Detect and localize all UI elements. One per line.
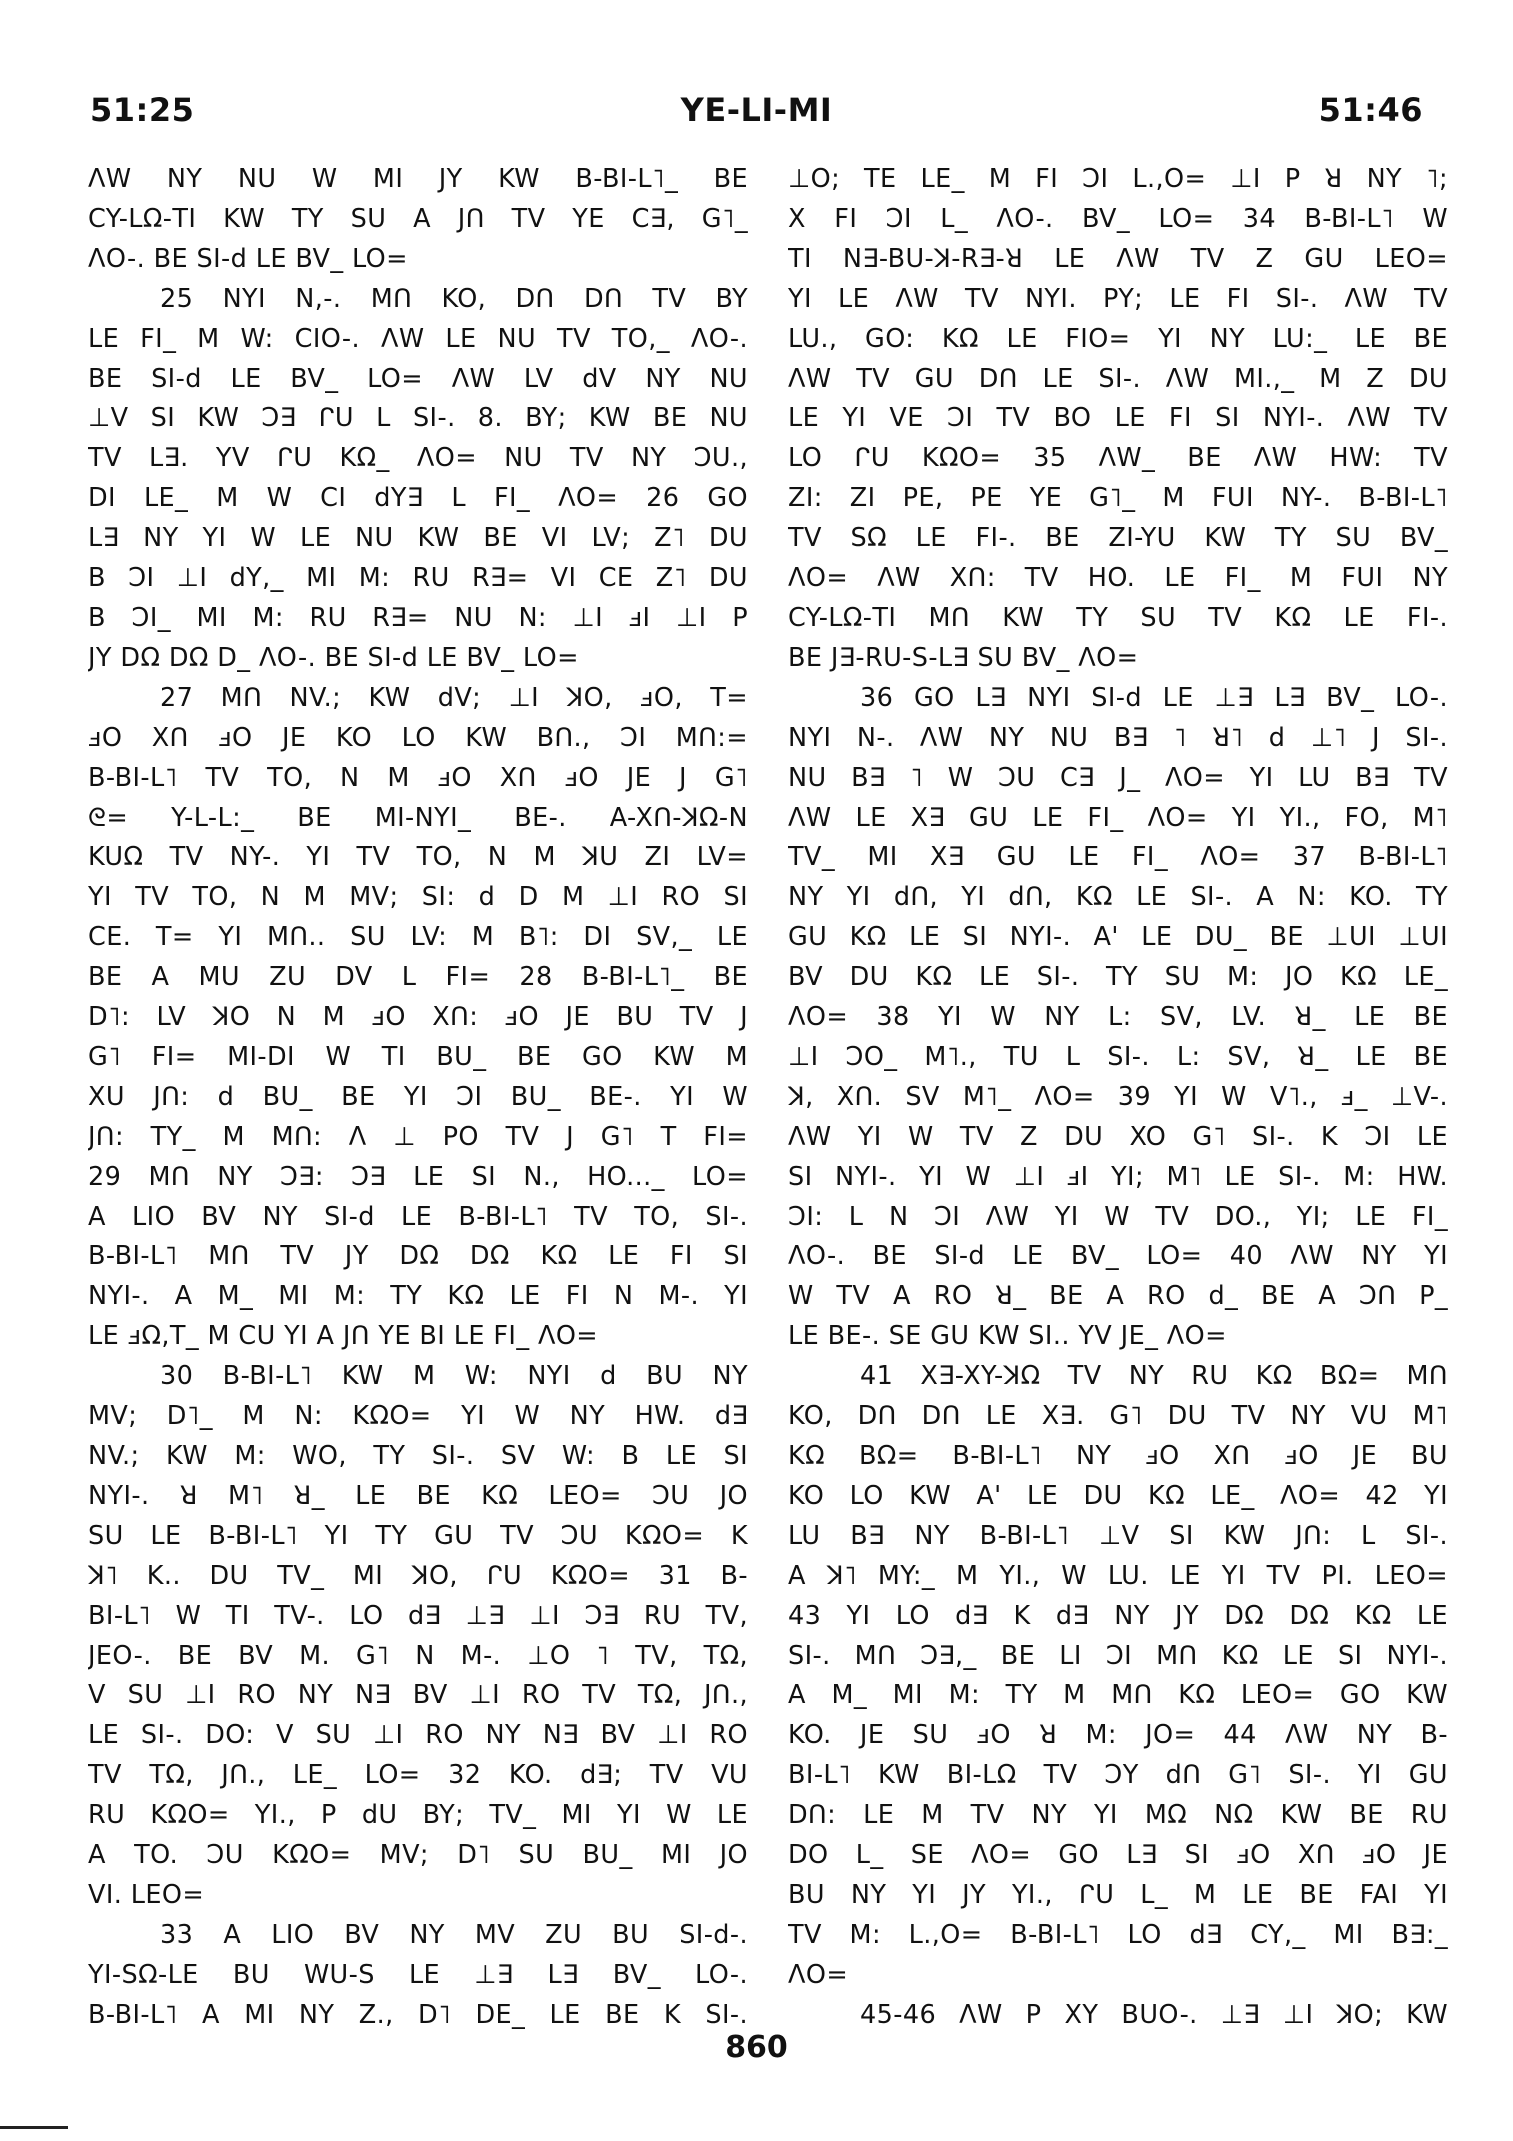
text-line: LO ᒋU KΩO= 35 ΛW_ BE ΛW HW: TV xyxy=(788,443,1448,474)
text-line: KΩ BΩ= B-BI-L˥ NY ⅎO Xᑎ ⅎO JE BU xyxy=(788,1441,1448,1471)
text-line: ⊥V SI KW Ɔ∃ ᒋU L SI-. 8. BY; KW BE NU xyxy=(88,403,748,434)
text-line: TV L∃. YV ᒋU KΩ_ ΛO= NU TV NY ƆU., xyxy=(88,443,748,474)
text-line: NY YI dᑎ, YI dᑎ, KΩ LE SI-. A N: KO. TY xyxy=(788,882,1448,913)
text-line: A M_ MI M: TY M Mᑎ KΩ LEO= GO KW xyxy=(788,1680,1448,1711)
text-line: B ƆI ⊥I dY,_ MI M: RU R∃= VI CE Z˥ DU xyxy=(88,563,748,594)
text-line: NV.; KW M: WO, TY SI-. SV W: B LE SI xyxy=(88,1441,748,1471)
text-line: BV DU KΩ LE SI-. TY SU M: JO KΩ LE_ xyxy=(788,962,1448,993)
text-line: BI-L˥ W TI TV-. LO d∃ ⊥∃ ⊥I Ɔ∃ RU TV, xyxy=(88,1600,748,1631)
text-line: ΛO= ΛW Xᑎ: TV HO. LE FI_ M FUI NY xyxy=(788,563,1448,594)
text-line: A TO. ƆU KΩO= MV; D˥ SU BU_ MI JO xyxy=(88,1840,748,1871)
right-text-column xyxy=(788,160,1448,2036)
text-line: BE J∃-RU-S-L∃ SU BV_ ΛO= xyxy=(788,642,1139,673)
text-line: JY DΩ DΩ D_ ΛO-. BE SI-d LE BV_ LO= xyxy=(88,642,579,673)
text-line: BU NY YI JY YI., ᒋU L_ M LE BE FAI YI xyxy=(788,1879,1448,1910)
text-line: W TV A RO ꓤ_ BE A RO d_ BE A Ɔᑎ P_ xyxy=(788,1281,1448,1312)
text-line: 45-46 ΛW P XY BUO-. ⊥∃ ⊥I ꓘO; KW xyxy=(860,1999,1448,2030)
text-line: 25 NYI N,-. Mᑎ KO, Dᑎ Dᑎ TV BY xyxy=(160,283,748,314)
text-line: DI LE_ M W CI dY∃ L FI_ ΛO= 26 GO xyxy=(88,483,748,514)
text-line: ƆI: L N ƆI ΛW YI W TV DO., YI; LE FI_ xyxy=(788,1201,1448,1232)
text-line: TV TΩ, Jᑎ., LE_ LO= 32 KO. d∃; TV VU xyxy=(88,1760,748,1791)
text-line: ⅎO Xᑎ ⅎO JE KO LO KW Bᑎ., ƆI Mᑎ:= xyxy=(88,722,748,753)
text-line: 29 Mᑎ NY Ɔ∃: Ɔ∃ LE SI N., HO..._ LO= xyxy=(88,1161,748,1192)
text-line: LU B∃ NY B-BI-L˥ ⊥V SI KW Jᑎ: L SI-. xyxy=(788,1520,1448,1551)
text-line: NYI N-. ΛW NY NU B∃ ˥ ꓤ˥ d ⊥˥ J SI-. xyxy=(788,722,1448,753)
text-line: MV; D˥_ M N: KΩO= YI W NY HW. d∃ xyxy=(88,1401,748,1432)
text-line: KUΩ TV NY-. YI TV TO, N M ꓘU ZI LV= xyxy=(88,842,748,873)
text-line: SI NYI-. YI W ⊥I ⅎI YI; M˥ LE SI-. M: HW. xyxy=(788,1161,1448,1192)
text-line: B-BI-L˥ TV TO, N M ⅎO Xᑎ ⅎO JE J G˥ xyxy=(88,762,748,793)
text-line: RU KΩO= YI., P dU BY; TV_ MI YI W LE xyxy=(88,1800,748,1831)
text-line: TV M: L.,O= B-BI-L˥ LO d∃ CY,_ MI B∃:_ xyxy=(788,1919,1448,1950)
text-line: YI-SΩ-LE BU WU-S LE ⊥∃ L∃ BV_ LO-. xyxy=(88,1959,748,1990)
text-line: LE YI VE ƆI TV BO LE FI SI NYI-. ΛW TV xyxy=(788,403,1448,434)
text-line: V SU ⊥I RO NY N∃ BV ⊥I RO TV TΩ, Jᑎ., xyxy=(88,1680,748,1711)
running-header xyxy=(90,88,1423,132)
text-line: ꓘ, Xᑎ. SV M˥_ ΛO= 39 YI W V˥., ⅎ_ ⊥V-. xyxy=(788,1081,1448,1112)
text-line: D˥: LV ꓘO N M ⅎO Xᑎ: ⅎO JE BU TV J xyxy=(88,1002,748,1033)
text-line: ⊥I ƆO_ M˥., TU L SI-. L: SV, ꓤ_ LE BE xyxy=(788,1041,1448,1072)
text-line: TI N∃-BU-ꓘ-R∃-ꓤ LE ΛW TV Z GU LEO= xyxy=(788,243,1448,274)
text-line: XU Jᑎ: d BU_ BE YI ƆI BU_ BE-. YI W xyxy=(88,1081,748,1112)
text-line: 41 X∃-XY-ꓘΩ TV NY RU KΩ BΩ= Mᑎ xyxy=(860,1361,1448,1392)
text-line: ΛW LE X∃ GU LE FI_ ΛO= YI YI., FO, M˥ xyxy=(788,802,1448,833)
text-line: KO LO KW A' LE DU KΩ LE_ ΛO= 42 YI xyxy=(788,1480,1448,1511)
text-line: LE SI-. DO: V SU ⊥I RO NY N∃ BV ⊥I RO xyxy=(88,1720,748,1751)
text-line: Dᑎ: LE M TV NY YI MΩ NΩ KW BE RU xyxy=(788,1800,1448,1831)
text-line: Jᑎ: TY_ M Mᑎ: Λ ⊥ PO TV J G˥ T FI= xyxy=(88,1121,748,1152)
text-line: ΛW NY NU W MI JY KW B-BI-L˥_ BE xyxy=(88,164,748,194)
text-line: 43 YI LO d∃ K d∃ NY JY DΩ DΩ KΩ LE xyxy=(788,1600,1448,1631)
text-line: B-BI-L˥ Mᑎ TV JY DΩ DΩ KΩ LE FI SI xyxy=(88,1241,748,1272)
text-line: NYI-. ꓤ M˥ ꓤ_ LE BE KΩ LEO= ƆU JO xyxy=(88,1480,748,1511)
text-line: KO. JE SU ⅎO ꓤ M: JO= 44 ΛW NY B- xyxy=(788,1720,1448,1751)
text-line: LE BE-. SE GU KW SI.. YV JE_ ΛO= xyxy=(788,1321,1227,1352)
text-line: BE SI-d LE BV_ LO= ΛW LV dV NY NU xyxy=(88,363,748,394)
text-line: DO L_ SE ΛO= GO L∃ SI ⅎO Xᑎ ⅎO JE xyxy=(788,1840,1448,1871)
text-line: LE FI_ M W: CIO-. ΛW LE NU TV TO,_ ΛO-. xyxy=(88,323,748,354)
text-line: TV SΩ LE FI-. BE ZI-YU KW TY SU BV_ xyxy=(788,523,1448,554)
text-line: TV_ MI X∃ GU LE FI_ ΛO= 37 B-BI-L˥ xyxy=(788,842,1448,873)
text-line: NU B∃ ˥ W ƆU C∃ J_ ΛO= YI LU B∃ TV xyxy=(788,762,1448,793)
text-line: NYI-. A M_ MI M: TY KΩ LE FI N M-. YI xyxy=(88,1281,748,1312)
left-text-column xyxy=(88,160,748,2036)
footer-rule xyxy=(0,2126,68,2129)
text-line: KO, Dᑎ Dᑎ LE X∃. G˥ DU TV NY VU M˥ xyxy=(788,1401,1448,1432)
text-line: LE ⅎΩ,T_ M CU YI A Jᑎ YE BI LE FI_ ΛO= xyxy=(88,1321,599,1352)
text-line: GU KΩ LE SI NYI-. A' LE DU_ BE ⊥UI ⊥UI xyxy=(788,922,1448,953)
header-right-reference: 51:46 xyxy=(1318,91,1423,129)
text-line: CE. T= YI Mᑎ.. SU LV: M B˥: DI SV,_ LE xyxy=(88,922,748,953)
text-line: LU., GO: KΩ LE FIO= YI NY LU:_ LE BE xyxy=(788,323,1448,354)
text-line: ΛO-. BE SI-d LE BV_ LO= xyxy=(88,243,408,274)
text-line: 36 GO L∃ NYI SI-d LE ⊥∃ L∃ BV_ LO-. xyxy=(860,682,1448,713)
text-line: YI TV TO, N M MV; SI: d D M ⊥I RO SI xyxy=(88,882,748,913)
text-line: ZI: ZI PE, PE YE G˥_ M FUI NY-. B-BI-L˥ xyxy=(788,483,1448,514)
text-line: ΛO= 38 YI W NY L: SV, LV. ꓤ_ LE BE xyxy=(788,1002,1448,1033)
text-line: ΛO-. BE SI-d LE BV_ LO= 40 ΛW NY YI xyxy=(788,1241,1448,1272)
text-line: SU LE B-BI-L˥ YI TY GU TV ƆU KΩO= K xyxy=(88,1520,748,1551)
text-line: VI. LEO= xyxy=(88,1879,205,1910)
text-line: ⊥O; TE LE_ M FI ƆI L.,O= ⊥I P ꓤ NY ˥; xyxy=(788,164,1448,194)
header-left-reference: 51:25 xyxy=(90,91,195,129)
text-line: BI-L˥ KW BI-LΩ TV ƆY dᑎ G˥ SI-. YI GU xyxy=(788,1760,1448,1791)
text-line: A LIO BV NY SI-d LE B-BI-L˥ TV TO, SI-. xyxy=(88,1201,748,1232)
text-line: B ƆI_ MI M: RU R∃= NU N: ⊥I ⅎI ⊥I P xyxy=(88,602,748,633)
text-line: B-BI-L˥ A MI NY Z., D˥ DE_ LE BE K SI-. xyxy=(88,1999,748,2030)
text-line: 33 A LIO BV NY MV ZU BU SI-d-. xyxy=(160,1919,748,1950)
text-line: CY-LΩ-TI Mᑎ KW TY SU TV KΩ LE FI-. xyxy=(788,602,1448,633)
text-line: BE A MU ZU DV L FI= 28 B-BI-L˥_ BE xyxy=(88,962,748,993)
text-line: SI-. Mᑎ Ɔ∃,_ BE LI ƆI Mᑎ KΩ LE SI NYI-. xyxy=(788,1640,1448,1671)
text-line: ΛW YI W TV Z DU XO G˥ SI-. K ƆI LE xyxy=(788,1121,1448,1152)
text-line: ΛW TV GU Dᑎ LE SI-. ΛW MI.,_ M Z DU xyxy=(788,363,1448,394)
text-line: G˥ FI= MI-DI W TI BU_ BE GO KW M xyxy=(88,1041,748,1072)
text-line: 30 B-BI-L˥ KW M W: NYI d BU NY xyxy=(160,1361,748,1392)
text-line: L∃ NY YI W LE NU KW BE VI LV; Z˥ DU xyxy=(88,523,748,554)
text-line: JEO-. BE BV M. G˥ N M-. ⊥O ˥ TV, TΩ, xyxy=(88,1640,748,1671)
text-line: X FI ƆI L_ ΛO-. BV_ LO= 34 B-BI-L˥ W xyxy=(788,203,1448,234)
text-line: YI LE ΛW TV NYI. PY; LE FI SI-. ΛW TV xyxy=(788,283,1448,314)
text-line: ꓘ˥ K.. DU TV_ MI ꓘO, ᒋU KΩO= 31 B- xyxy=(88,1560,748,1591)
page-number: 860 xyxy=(725,2030,788,2065)
text-line: CY-LΩ-TI KW TY SU A Jᑎ TV YE C∃, G˥_ xyxy=(88,203,748,234)
header-title: YE-LI-MI xyxy=(680,91,833,129)
text-line: ᘓ= Y-L-L:_ BE MI-NYI_ BE-. A-Xᑎ-ꓘΩ-N xyxy=(88,802,748,833)
text-line: 27 Mᑎ NV.; KW dV; ⊥I ꓘO, ⅎO, T= xyxy=(160,682,748,713)
text-line: A ꓘ˥ MY:_ M YI., W LU. LE YI TV PI. LEO= xyxy=(788,1560,1448,1591)
text-line: ΛO= xyxy=(788,1959,849,1990)
